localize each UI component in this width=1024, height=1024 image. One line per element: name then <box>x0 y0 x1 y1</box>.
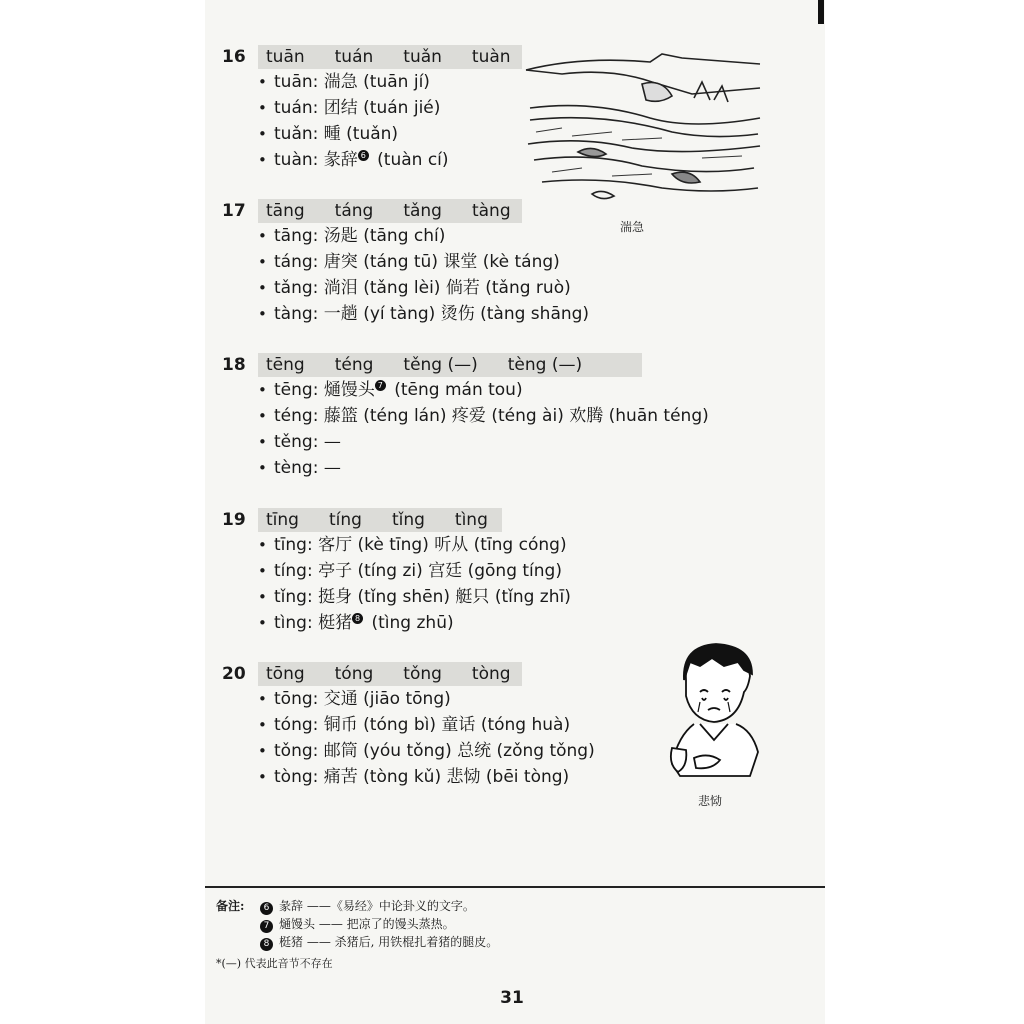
footnote-marker: 6 <box>358 150 369 161</box>
section-number: 20 <box>222 664 246 684</box>
tone-4: tèng (—) <box>507 355 583 375</box>
footnote-marker: 7 <box>375 380 386 391</box>
list-item: • tòng: 痛苦 (tòng kǔ) 悲恸 (bēi tòng) <box>258 767 570 787</box>
tone-3: tǎng <box>403 201 442 221</box>
list-item: • tǎng: 淌泪 (tǎng lèi) 倘若 (tǎng ruò) <box>258 278 571 298</box>
boy-caption: 悲恸 <box>698 794 723 808</box>
section-number: 19 <box>222 510 246 530</box>
list-item: • tuán: 团结 (tuán jié) <box>258 98 441 118</box>
list-item: • tuàn: 彖辞 6 (tuàn cí) <box>258 150 449 170</box>
item-list <box>258 223 589 327</box>
list-item: • tōng: 交通 (jiāo tōng) <box>258 689 451 709</box>
footnote-divider <box>205 886 825 888</box>
tone-4: tàng <box>471 201 511 221</box>
list-item: • tuǎn: 畽 (tuǎn) <box>258 124 399 144</box>
list-item: • tēng: 熥馒头 7 (tēng mán tou) <box>258 380 523 400</box>
tone-2: tíng <box>328 510 362 530</box>
list-item: • táng: 唐突 (táng tū) 课堂 (kè táng) <box>258 252 560 272</box>
list-item: • tóng: 铜币 (tóng bì) 童话 (tóng huà) <box>258 715 571 735</box>
tone-bar <box>258 662 522 686</box>
page-number: 31 <box>500 988 524 1008</box>
tone-bar <box>258 45 522 69</box>
crying-boy-illustration <box>664 640 764 790</box>
list-item: • téng: 藤篮 (téng lán) 疼爱 (téng ài) 欢腾 (huān téng) <box>258 406 709 426</box>
tone-1: tuān <box>266 47 305 67</box>
tone-2: téng <box>334 355 374 375</box>
tone-3: tǒng <box>403 664 442 684</box>
tone-1: tīng <box>266 510 299 530</box>
footnote-marker: 8 <box>352 613 363 624</box>
tone-4: tìng <box>454 510 488 530</box>
list-item: • tīng: 客厅 (kè tīng) 听从 (tīng cóng) <box>258 535 567 555</box>
tone-bar <box>258 508 502 532</box>
tone-1: tōng <box>266 664 305 684</box>
list-item: • tèng: — <box>258 458 341 478</box>
list-item: • tàng: 一趟 (yí tàng) 烫伤 (tàng shāng) <box>258 304 590 324</box>
item-list <box>258 377 709 481</box>
footnotes <box>216 897 498 973</box>
tone-bar <box>258 353 642 377</box>
list-item: • tāng: 汤匙 (tāng chí) <box>258 226 446 246</box>
river-illustration <box>522 48 766 210</box>
tone-bar <box>258 199 522 223</box>
tone-4: tuàn <box>471 47 511 67</box>
tone-3: tǐng <box>391 510 425 530</box>
list-item: • tǐng: 挺身 (tǐng shēn) 艇只 (tǐng zhī) <box>258 587 571 607</box>
page-edge-shadow <box>818 0 824 24</box>
section-number: 16 <box>222 47 246 67</box>
section-number: 17 <box>222 201 246 221</box>
tone-3: těng (—) <box>403 355 478 375</box>
tone-3: tuǎn <box>403 47 442 67</box>
tone-1: tēng <box>266 355 305 375</box>
item-list <box>258 69 449 173</box>
footnote-row: 备注: 6 彖辞 ——《易经》中论卦义的文字。 <box>216 899 475 913</box>
footnote-row: 8 梃猪 —— 杀猪后, 用铁棍扎着猪的腿皮。 <box>216 933 498 951</box>
list-item: • tǒng: 邮筒 (yóu tǒng) 总统 (zǒng tǒng) <box>258 741 595 761</box>
footnote-label: 备注: <box>216 899 245 913</box>
list-item: • tíng: 亭子 (tíng zi) 宫廷 (gōng tíng) <box>258 561 562 581</box>
tone-2: tuán <box>334 47 374 67</box>
list-item: • těng: — <box>258 432 341 452</box>
tone-1: tāng <box>266 201 305 221</box>
footnote-row: 7 熥馒头 —— 把凉了的馒头蒸热。 <box>216 915 498 933</box>
item-list <box>258 686 595 790</box>
tone-2: táng <box>334 201 374 221</box>
item-list <box>258 532 571 636</box>
list-item: • tìng: 梃猪 8 (tìng zhū) <box>258 613 454 633</box>
list-item: • tuān: 湍急 (tuān jí) <box>258 72 430 92</box>
tone-2: tóng <box>334 664 374 684</box>
river-caption: 湍急 <box>620 220 645 234</box>
tone-4: tòng <box>471 664 511 684</box>
nonexistent-syllable-note: *(—) 代表此音节不存在 <box>216 957 333 970</box>
section-number: 18 <box>222 355 246 375</box>
